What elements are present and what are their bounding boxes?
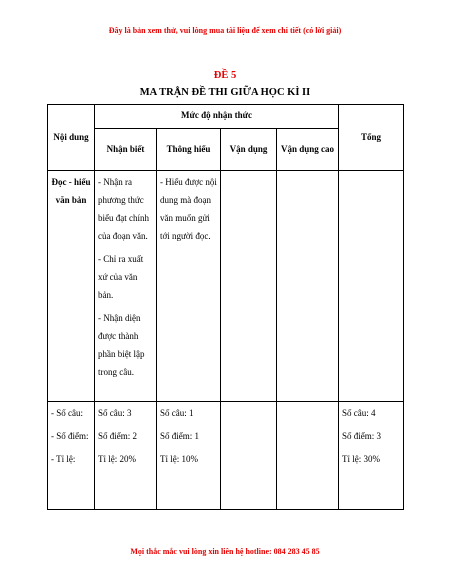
nhan-biet-item: - Nhận ra phương thức biểu đạt chính của đoạn văn. xyxy=(98,177,149,241)
stats-van-dung-cao xyxy=(277,402,339,510)
header-total: Tổng xyxy=(339,105,404,171)
cell-van-dung-cao xyxy=(277,171,339,402)
cell-total xyxy=(339,171,404,402)
nhan-biet-item: - Chỉ ra xuất xứ của văn bản. xyxy=(98,254,144,300)
stat-value: Số câu: 4 xyxy=(342,408,376,418)
stat-value: Số điểm: 3 xyxy=(342,431,382,441)
header-level-group: Mức độ nhận thức xyxy=(95,105,339,129)
exam-number: ĐỀ 5 xyxy=(213,70,237,81)
header-van-dung-cao: Vận dụng cao xyxy=(277,129,339,171)
stats-nhan-biet xyxy=(95,402,157,510)
stats-labels xyxy=(48,402,95,510)
matrix-table xyxy=(47,104,404,510)
stats-label: - Số câu: xyxy=(51,408,83,418)
header-content: Nội dung xyxy=(48,105,95,171)
stat-value: Số điểm: 1 xyxy=(160,431,200,441)
thong-hieu-item: - Hiểu được nội dung mà đoạn văn muốn gửi tới người đọc. xyxy=(160,177,217,241)
stats-label: - Số điểm: xyxy=(51,431,89,441)
stats-van-dung xyxy=(221,402,277,510)
hotline-banner: Mọi thắc mắc vui lòng xin liên hệ hotline: 084 283 45 85 xyxy=(130,547,320,556)
stats-thong-hieu xyxy=(157,402,221,510)
stat-value: Số câu: 3 xyxy=(98,408,132,418)
stats-label: - Tỉ lệ: xyxy=(51,454,76,464)
header-nhan-biet: Nhận biết xyxy=(95,129,157,171)
stat-value: Tỉ lệ: 10% xyxy=(160,454,198,464)
cell-nhan-biet xyxy=(95,171,157,402)
preview-banner: Đây là bản xem thử, vui lòng mua tài liệu để xem chi tiết (có lời giải) xyxy=(108,26,342,35)
header-thong-hieu: Thông hiểu xyxy=(157,129,221,171)
stat-value: Số câu: 1 xyxy=(160,408,194,418)
stat-value: Số điểm: 2 xyxy=(98,431,138,441)
cell-thong-hieu xyxy=(157,171,221,402)
header-van-dung: Vận dụng xyxy=(221,129,277,171)
stats-total xyxy=(339,402,404,510)
nhan-biet-item: - Nhận diện được thành phần biệt lập trong câu. xyxy=(98,313,145,377)
stat-value: Tỉ lệ: 30% xyxy=(342,454,380,464)
cell-van-dung xyxy=(221,171,277,402)
row-content-label: Đọc - hiểu văn bản xyxy=(48,171,95,402)
stat-value: Tỉ lệ: 20% xyxy=(98,454,136,464)
document-title: MA TRẬN ĐỀ THI GIỮA HỌC KÌ II xyxy=(139,87,311,98)
